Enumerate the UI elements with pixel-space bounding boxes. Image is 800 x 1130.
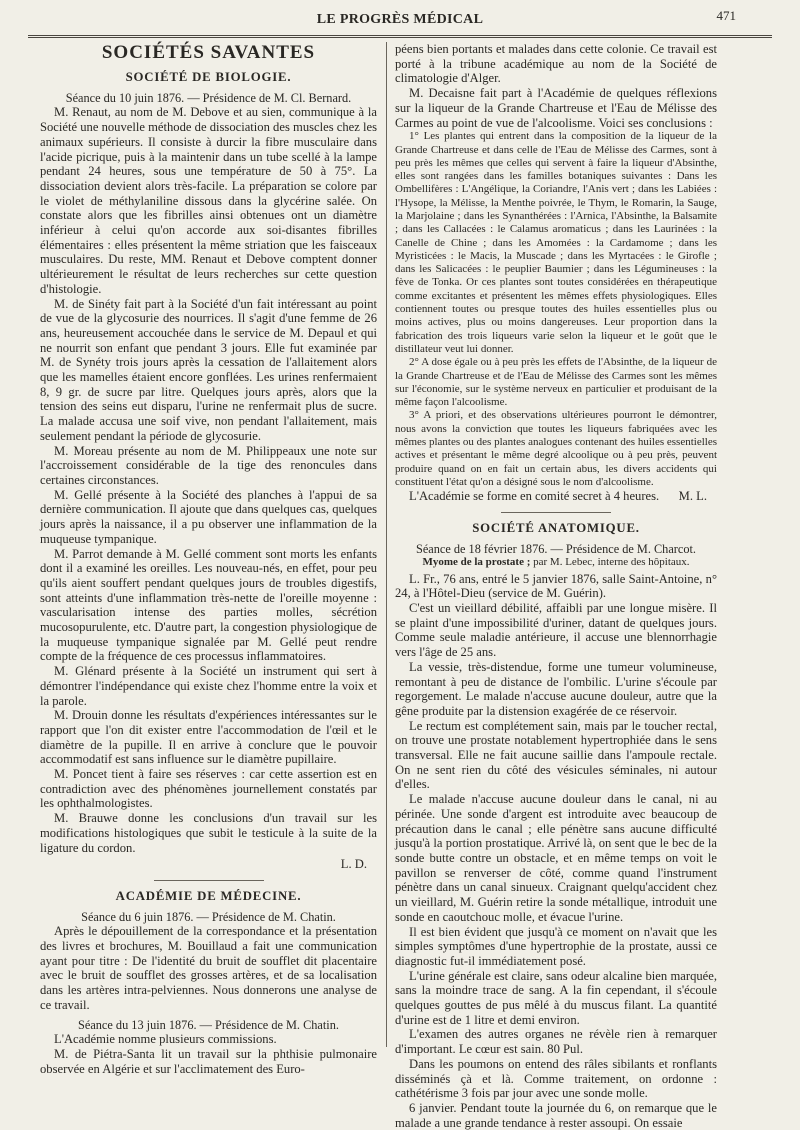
paragraph: péens bien portants et malades dans cette colonie. Ce travail est porté à la tribune académique au nom de la Société de climatologie d'Alger. [395,42,717,86]
closing-signature: M. L. [678,489,707,504]
paragraph: Il est bien évident que jusqu'à ce moment on n'avait que les simples symptômes d'une hypertrophie de la prostate, aussi ce diagnostic fut-il immédiatement posé. [395,924,717,968]
paragraph: L. Fr., 76 ans, entré le 5 janvier 1876, salle Saint-Antoine, n° 24, à l'Hôtel-Dieu (service de M. Guérin). [395,571,717,601]
paragraph: Après le dépouillement de la correspondance et la présentation des livres et brochures, M. Bouillaud a fait une communication ayant pour titre : De l'identité du bruit de soufflet dit placentaire avec le bruit de soufflet des grosses artères, et de sa localisation dans les artères intra-pelviennes. Nous donnerons une analyse de ce travail. [40,924,377,1012]
anatomique-title: SOCIÉTÉ ANATOMIQUE. [472,520,640,535]
section-separator [501,512,611,513]
paragraph: M. Decaisne fait part à l'Académie de quelques réflexions sur la liqueur de la Grande Chartreuse et l'Eau de Mélisse des Carmes au point de vue de l'alcoolisme. Voici ses conclusions : [395,86,717,130]
biologie-title: SOCIÉTÉ DE BIOLOGIE. [125,70,292,84]
paragraph: M. Glénard présente à la Société un instrument qui sert à démontrer l'indépendance qui existe chez l'homme entre la voix et la parole. [40,664,377,708]
case-author: par M. Lebec, interne des hôpitaux. [530,556,690,569]
conclusions-list [395,130,717,489]
paragraph: M. Renaut, au nom de M. Debove et au sien, communique à la Société une nouvelle méthode de dissociation des muscles chez les animaux supérieurs. Il consiste à durcir la fibre musculaire dans l'acide picrique, puis à la maintenir dans un tube scellé à la lampe pendant 24 heures, sous une température de 50 à 75°. La dissociation devient alors très-facile. La préparation se colore par le violet de méthylaniline dissous dans la glycérine salée. On constate alors que les fibrilles ainsi obtenues ont un diamètre inférieur à celui qu'on accorde aux soi-disantes fibrilles élémentaires : elles présentent la même striation que les faisceaux musculaires. Du reste, MM. Renaut et Debove comptent donner ultérieurement le résultat de leurs recherches sur cette question d'histologie. [40,105,377,296]
left-column [40,42,377,1076]
paragraph: La vessie, très-distendue, forme une tumeur volumineuse, remontant à peu de distance de l'ombilic. L'urine s'écoule par regorgement. Le malade n'accuse aucune douleur, autre que la gêne produite par la distension exagérée de ce réservoir. [395,659,717,718]
paragraph: Le malade n'accuse aucune douleur dans le canal, ni au périnée. Une sonde d'argent est introduite avec beaucoup de précaution dans le canal ; elle pénètre sans aucune difficulté jusqu'à la portion prostatique. Arrivé là, on sent que le bec de la sonde butte contre un obstacle, et en même temps on voit le pavillon se renverser de côté, comme quand l'instrument pénètre dans un canal sinueux. Craignant quelqu'accident chez un vieillard, M. Guérin retire la sonde métallique, introduit une sonde en caoutchouc molle, et évacue l'urine. [395,792,717,924]
page-number: 471 [716,8,736,23]
conclusion-item: 1° Les plantes qui entrent dans la composition de la liqueur de la Grande Chartreuse et dans celle de l'Eau de Mélisse des Carmes, sont à peu près les mêmes que celles qui servent à faire la liqueur d'Absinthe, elles sont rangées dans les familles botaniques suivantes : Dans les Ombellifères : L'Angélique, la Coriandre, l'Anis vert ; dans les Labiées : l'Hysope, la Mélisse, la Menthe poivrée, le Thym, le Romarin, la Sauge, la Marjolaine ; dans les Synanthérées : l'Arnica, l'Absinthe, la Balsamite ; dans les Callacées : le Calamus aromaticus ; dans les Laurinées : la Canelle de Chine ; dans les Amomées : la Cardamome ; dans les Myristicées : le Macis, la Muscade ; dans les Myrtacées : le Girofle ; dans les Salicacées : le peuplier Baumier ; dans les Légumineuses : la fève de Tonka. Or ces plantes sont toutes considérées en thérapeutique comme excitantes et présentent les mêmes effets physiologiques. Elles contiennent toutes ou presque toutes des huiles essentielles plus ou moins actives, plus ou moins dangereuses. Leur proportion dans la fabrication des trois liqueurs varie selon la liqueur et le goût que le distillateur veut lui donner. [395,130,717,355]
biologie-body [40,105,377,855]
paragraph: M. de Sinéty fait part à la Société d'un fait intéressant au point de vue de la glycosurie des nourrices. Il s'agit d'une femme de 26 ans, heureusement accouchée dans le service de M. Depaul et qui ne nourrit son enfant que pendant 3 jours. Elle fut examinée par M. de Synéty trois jours après la cessation de l'allaitement alors que les mamelles étaient encore gonflées. Les urines renfermaient 8, 9 gr. de sucre par litre. Quelques jours après, alors que la tension des seins eut disparu, l'urine ne renfermait plus de sucre. La malade accusa une soif vive, non pendant l'allaitement, mais seulement pendant la période de glycosurie. [40,296,377,443]
paragraph: L'urine générale est claire, sans odeur alcaline bien marquée, sans la moindre trace de sang. A la fin cependant, il s'écoule quelques gouttes de pus mêlé à du muscus filant. La quantité d'urine est de 1 litre et demi environ. [395,968,717,1027]
closing-line [395,489,717,504]
paragraph: L'examen des autres organes ne révèle rien à remarquer d'important. Le cœur est sain. 80 Pul. [395,1027,717,1057]
journal-title: LE PROGRÈS MÉDICAL [316,12,484,27]
paragraph: M. Gellé présente à la Société des planches à l'appui de sa dernière communication. Il ajoute que dans quelques cas, quelques jours après la naissance, il a pu observer une inflammation de la muqueuse tympanique. [40,487,377,546]
page-header [28,8,772,34]
academie-title: ACADÉMIE DE MÉDECINE. [115,888,302,903]
column-divider [386,42,387,1047]
anatomique-body [395,572,717,1130]
biologie-signature: L. D. [340,857,367,872]
academie-seance-1: Séance du 6 juin 1876. — Présidence de M. Chatin. [81,909,336,924]
paragraph: M. Poncet tient à faire ses réserves : car cette assertion est en contradiction avec des phénomènes journellement constatés par les ophthalmologistes. [40,767,377,811]
right-column [395,42,717,1130]
header-rule [28,35,772,38]
case-title: Myome de la prostate ; [422,556,531,569]
paragraph: L'Académie nomme plusieurs commissions. [54,1032,277,1047]
closing-text: L'Académie se forme en comité secret à 4 heures. [409,489,660,504]
section-heading: SOCIÉTÉS SAVANTES [101,42,316,63]
case-heading [395,556,717,569]
paragraph: 6 janvier. Pendant toute la journée du 6, on remarque que le malade a une grande tendance à rester assoupi. On essaie [395,1100,717,1130]
section-separator [154,880,264,881]
paragraph: Dans les poumons on entend des râles sibilants et ronflants disséminés çà et là. Comme traitement, on ordonne : cathétérisme 3 fois par jour avec une sonde molle. [395,1056,717,1101]
paragraph: M. Moreau présente au nom de M. Philippeaux une note sur l'accroissement considérable de la tige des renoncules dans certaines circonstances. [40,443,377,487]
paragraph: M. Drouin donne les résultats d'expériences intéressantes sur le rapport que l'on dit exister entre l'accommodation de l'œil et le diamètre de la pupille. Il en arrive à conclure que le pouvoir accommodatif est sans influence sur le diamètre pupillaire. [40,708,377,767]
paragraph: M. Brauwe donne les conclusions d'un travail sur les modifications histologiques que subit le testicule à la suite de la ligature du cordon. [40,811,377,855]
conclusion-item: 3° A priori, et des observations ultérieures pourront le démontrer, nous avons la conviction que toutes les liqueurs fabriquées avec les mêmes plantes ou des plantes analogues contenant des huiles essentielles actives et présentant le même degré alcoolique ou à peu près, peuvent produire quand on en fait un certain abus, les divers accidents qui constituent l'état qu'on a désigné sous le nom d'alcoolisme. [395,409,717,488]
paragraph: Le rectum est complétement sain, mais par le toucher rectal, on trouve une prostate notablement hypertrophiée dans le sens transversal. Elle ne fait aucune saillie dans l'ampoule rectale. On ne sent rien du côté des vésicules séminales, ni autour d'elles. [395,718,717,792]
conclusion-item: 2° A dose égale ou à peu près les effets de l'Absinthe, de la liqueur de la Grande Chartreuse et de l'Eau de Mélisse des Carmes sont les mêmes sur l'économie, sur le système nerveux en particulier et produisant de la même façon l'alcoolisme. [395,356,717,409]
academie-seance-2: Séance du 13 juin 1876. — Présidence de M. Chatin. [78,1017,339,1032]
paragraph: M. Parrot demande à M. Gellé comment sont morts les enfants dont il a examiné les oreilles. Les nouveau-nés, en effet, pour peu qu'ils aient souffert pendant quelques jours de troubles digestifs, sont atteints d'une inflammation très-nette de l'oreille moyenne : vascularisation intense des parties molles, sécrétion mucosopurulente, etc. D'autre part, la congestion physiologique de la muqueuse tympanique signalée par M. Gellé peut rendre compte de la fréquence de ces processus inflammatoires. [40,546,377,664]
anatomique-seance: Séance de 18 février 1876. — Présidence de M. Charcot. [415,541,696,556]
paragraph: C'est un vieillard débilité, affaibli par une longue misère. Il se plaint d'une impossibilité d'uriner, datant de quelques jours. Comme seule maladie antérieure, il accuse une blennorrhagie vers l'âge de 25 ans. [395,601,717,660]
paragraph: M. de Piétra-Santa lit un travail sur la phthisie pulmonaire observée en Algérie et sur l'acclimatement des Euro- [40,1047,377,1076]
biologie-seance: Séance du 10 juin 1876. — Présidence de M. Cl. Bernard. [65,90,352,105]
